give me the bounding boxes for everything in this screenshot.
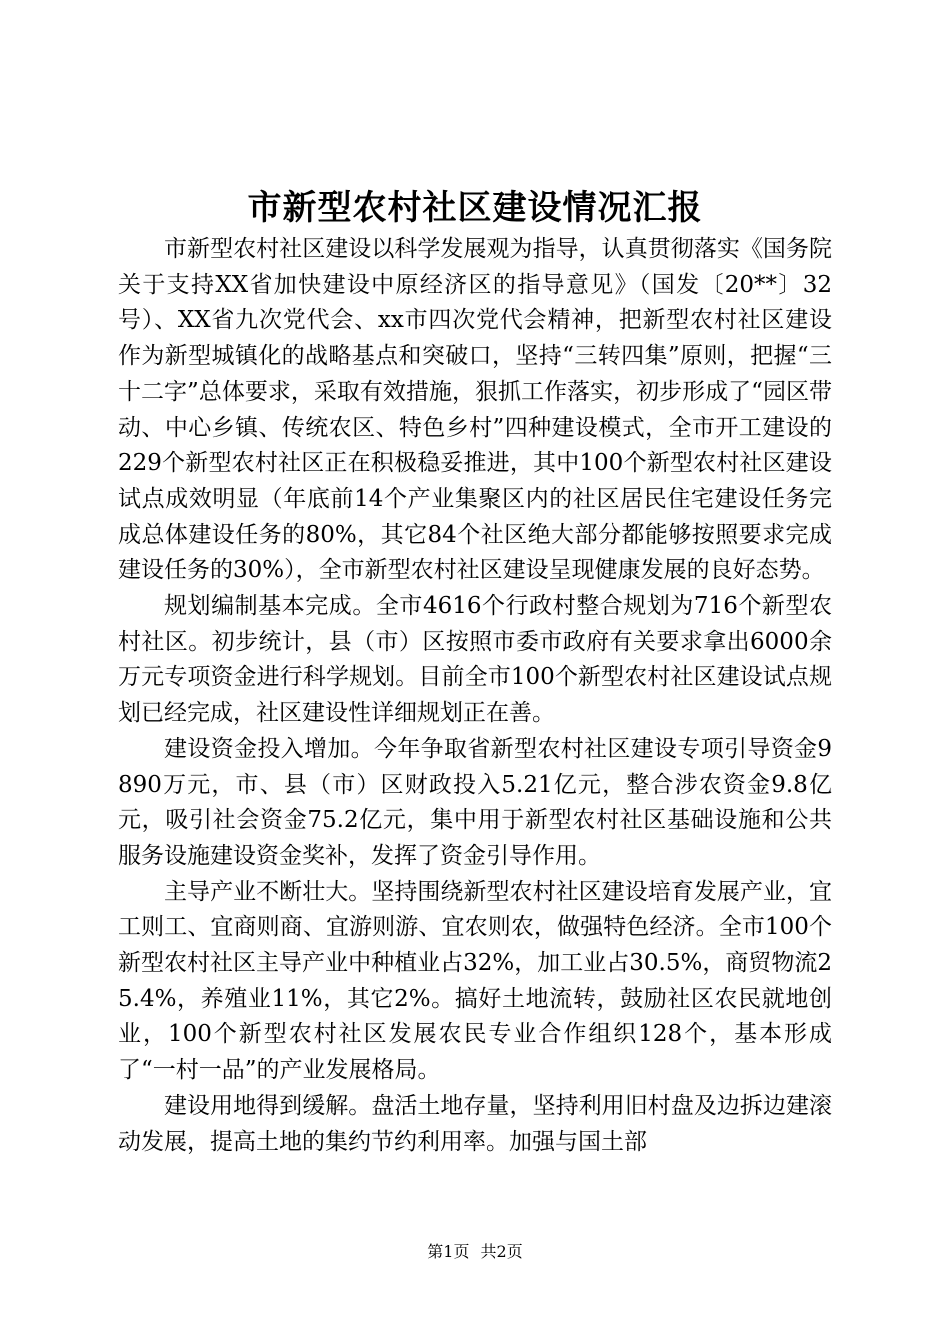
paragraph-intro: 市新型农村社区建设以科学发展观为指导，认真贯彻落实《国务院关于支持XX省加快建设中原经济区的指导意见》（国发〔20**〕32号）、XX省九次党代会、xx市四次党代会精神，把新型农村社区建设作为新型城镇化的战略基点和突破口，坚持“三转四集”原则，把握“三十二字”总体要求，采取有效措施，狠抓工作落实，初步形成了“园区带动、中心乡镇、传统农区、特色乡村”四种建设模式，全市开工建设的229个新型农村社区正在积极稳妥推进，其中100个新型农村社区建设试点成效明显（年底前14个产业集聚区内的社区居民住宅建设任务完成总体建设任务的80%，其它84个社区绝大部分都能够按照要求完成建设任务的30%），全市新型农村社区建设呈现健康发展的良好态势。: [118, 236, 832, 584]
page-total: 共2页: [480, 1242, 523, 1261]
page-number: 第1页: [427, 1242, 470, 1261]
paragraph-land: 建设用地得到缓解。盘活土地存量，坚持利用旧村盘及边拆边建滚动发展，提高土地的集约节约利用率。加强与国土部: [118, 1092, 832, 1155]
paragraph-funding: 建设资金投入增加。今年争取省新型农村社区建设专项引导资金9890万元，市、县（市）区财政投入5.21亿元，整合涉农资金9.8亿元，吸引社会资金75.2亿元，集中用于新型农村社区基础设施和公共服务设施建设资金奖补，发挥了资金引导作用。: [118, 735, 832, 869]
document-body: [118, 232, 832, 1160]
paragraph-planning: 规划编制基本完成。全市4616个行政村整合规划为716个新型农村社区。初步统计，县（市）区按照市委市政府有关要求拿出6000余万元专项资金进行科学规划。目前全市100个新型农村社区建设试点规划已经完成，社区建设性详细规划正在善。: [118, 593, 832, 727]
page-footer: [0, 1240, 950, 1264]
paragraph-industry: 主导产业不断壮大。坚持围绕新型农村社区建设培育发展产业，宜工则工、宜商则商、宜游则游、宜农则农，做强特色经济。全市100个新型农村社区主导产业中种植业占32%，加工业占30.5%，商贸物流25.4%，养殖业11%，其它2%。搞好土地流转，鼓励社区农民就地创业，100个新型农村社区发展农民专业合作组织128个，基本形成了“一村一品”的产业发展格局。: [118, 878, 832, 1084]
document-title: 市新型农村社区建设情况汇报: [247, 188, 703, 228]
